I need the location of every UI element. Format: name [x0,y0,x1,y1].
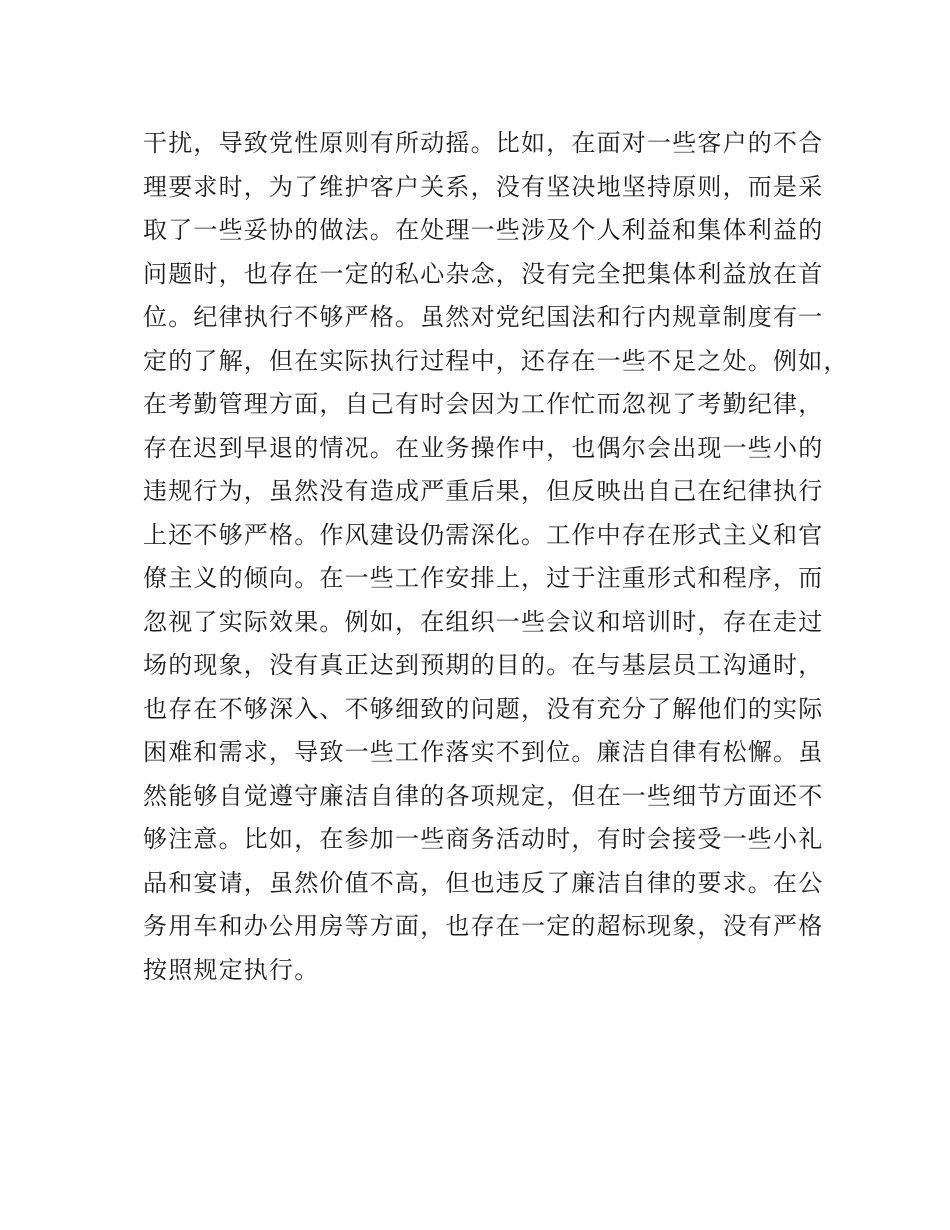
text-line: 品和宴请，虽然价值不高，但也违反了廉洁自律的要求。在公 [143,868,824,897]
text-line: 违规行为，虽然没有造成严重后果，但反映出自己在纪律执行 [143,477,824,505]
text-line: 场的现象，没有真正达到预期的目的。在与基层员工沟通时， [143,651,824,679]
text-line: 够注意。比如，在参加一些商务活动时，有时会接受一些小礼 [143,825,824,853]
text-line: 也存在不够深入、不够细致的问题，没有充分了解他们的实际 [143,694,824,723]
text-line: 存在迟到早退的情况。在业务操作中，也偶尔会出现一些小的 [143,433,824,462]
text-line: 问题时，也存在一定的私心杂念，没有完全把集体利益放在首 [143,259,824,288]
body-paragraph [143,122,849,992]
text-line: 务用车和办公用房等方面，也存在一定的超标现象，没有严格 [143,912,824,940]
text-line: 然能够自觉遵守廉洁自律的各项规定，但在一些细节方面还不 [143,781,824,810]
text-line: 忽视了实际效果。例如，在组织一些会议和培训时，存在走过 [143,607,824,636]
text-line: 理要求时，为了维护客户关系，没有坚决地坚持原则，而是采 [143,172,824,201]
text-line: 取了一些妥协的做法。在处理一些涉及个人利益和集体利益的 [143,216,824,244]
text-line: 上还不够严格。作风建设仍需深化。工作中存在形式主义和官 [143,520,824,549]
text-line: 困难和需求，导致一些工作落实不到位。廉洁自律有松懈。虽 [143,738,824,766]
text-line: 定的了解，但在实际执行过程中，还存在一些不足之处。例如， [143,346,849,375]
text-line: 僚主义的倾向。在一些工作安排上，过于注重形式和程序，而 [143,564,824,592]
text-line: 位。纪律执行不够严格。虽然对党纪国法和行内规章制度有一 [143,303,824,331]
text-line: 在考勤管理方面，自己有时会因为工作忙而忽视了考勤纪律， [143,390,824,418]
text-line: 干扰，导致党性原则有所动摇。比如，在面对一些客户的不合 [143,129,824,157]
text-line: 按照规定执行。 [143,955,320,984]
